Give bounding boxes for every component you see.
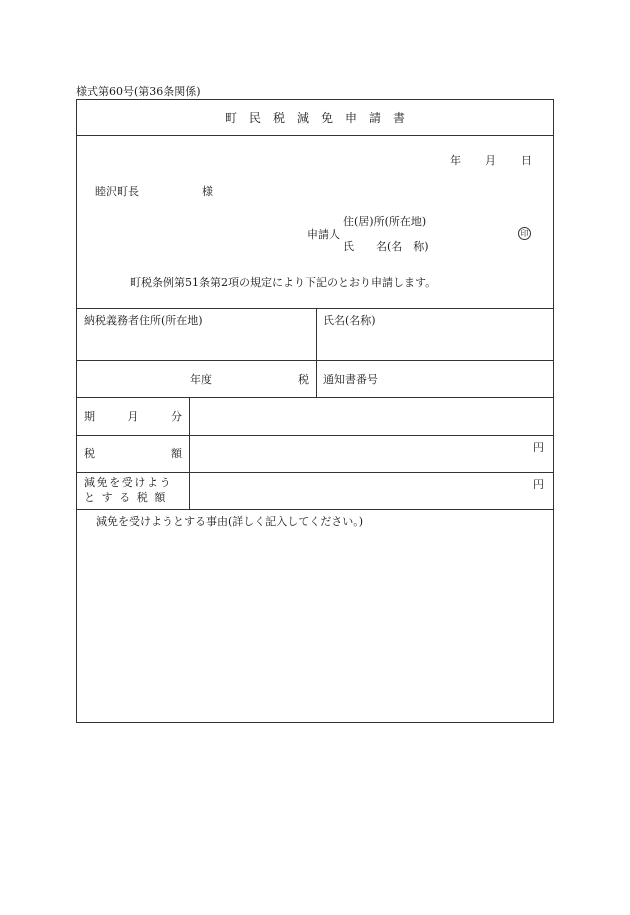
rule-below-tax-amount <box>76 472 554 473</box>
period-label: 期 月 分 <box>84 410 182 423</box>
rule-below-period <box>76 435 554 436</box>
form-title: 町 民 税 減 免 申 請 書 <box>224 111 405 125</box>
rule-below-fiscal-year <box>76 397 554 398</box>
application-statement: 町税条例第51条第2項の規定により下記のとおり申請します。 <box>130 276 437 289</box>
rule-below-title <box>76 135 554 136</box>
rule-below-reduction <box>76 509 554 510</box>
notice-number-label: 通知書番号 <box>323 373 378 386</box>
date-day-label: 日 <box>521 154 532 167</box>
reason-label: 減免を受けようとする事由(詳しく記入してください。) <box>96 515 364 528</box>
addressee-honorific: 様 <box>202 185 213 198</box>
reduction-label-line2: とする税額 <box>84 491 172 504</box>
applicant-label: 申請人 <box>307 228 340 241</box>
rule-below-taxpayer <box>76 360 554 361</box>
applicant-address-label: 住(居)所(所在地) <box>343 215 427 228</box>
rule-below-applicant <box>76 308 554 309</box>
divider-label-column <box>189 397 190 509</box>
applicant-name-label: 氏 名(名 称) <box>343 240 429 253</box>
seal-mark: 印 <box>518 227 531 240</box>
divider-taxpayer-columns <box>316 308 317 397</box>
tax-type-label: 税 <box>298 373 309 386</box>
reduction-label-line1: 減免を受けよう <box>84 476 173 489</box>
addressee: 睦沢町長 <box>95 185 139 198</box>
reduction-amount-unit: 円 <box>533 478 544 491</box>
fiscal-year-label: 年度 <box>190 373 212 386</box>
form-number: 様式第60号(第36条関係) <box>76 85 201 98</box>
tax-amount-label: 税 額 <box>84 447 182 460</box>
date-year-label: 年 <box>450 154 461 167</box>
taxpayer-address-label: 納税義務者住所(所在地) <box>84 314 203 327</box>
taxpayer-name-label: 氏名(名称) <box>323 314 376 327</box>
date-month-label: 月 <box>485 154 496 167</box>
tax-amount-unit: 円 <box>533 441 544 454</box>
